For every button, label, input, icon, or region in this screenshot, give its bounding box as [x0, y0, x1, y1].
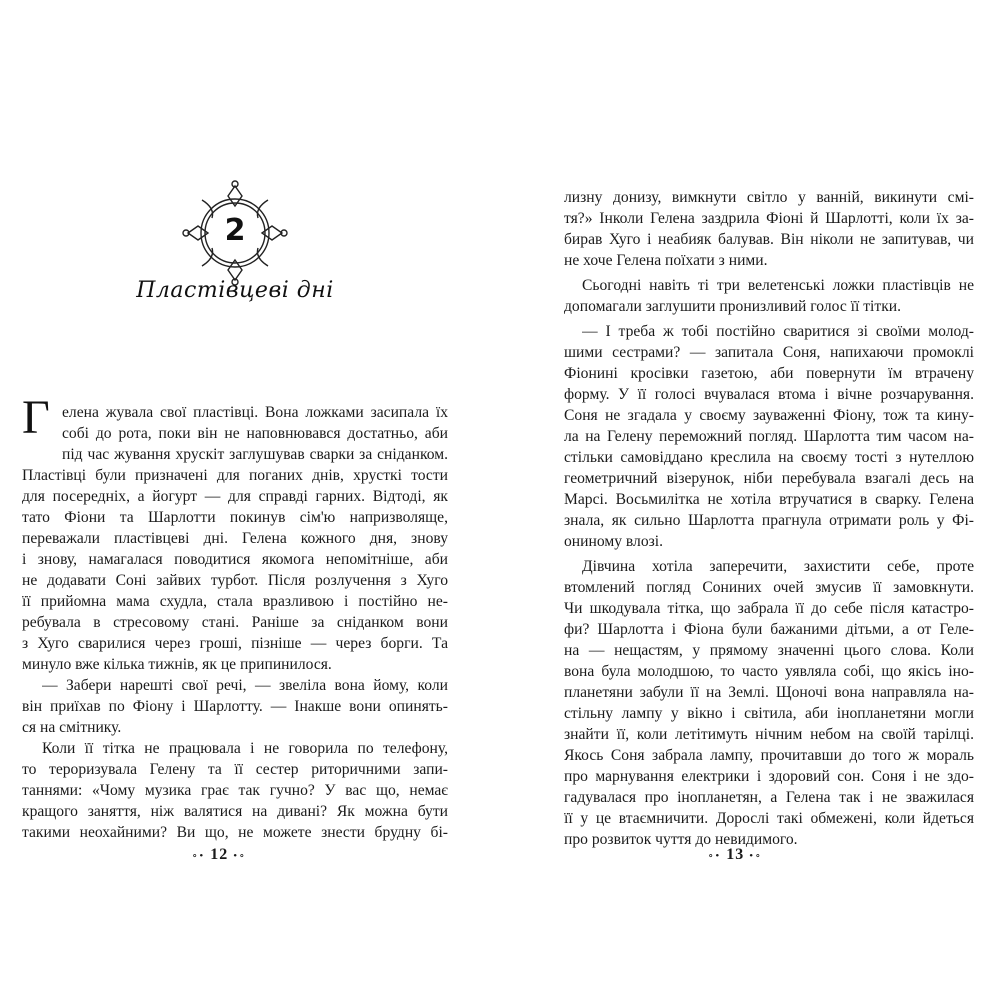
text-line: і знову, намагалася поводитися якомога непомітніше, аби — [22, 551, 448, 568]
text-line: її прийомна мама схудла, стала вразливою і постійно не- — [22, 593, 448, 610]
text-line: вона була молодшою, то часто уявляла собі, що якісь іно- — [564, 663, 974, 680]
folio-ornament-icon: ∘• — [192, 849, 206, 862]
text-line: знайти її, коли летітимуть нічним небом на своїй тарілці. — [564, 726, 974, 743]
text-line: шими сестрами? — запитала Соня, напихаючи промоклі — [564, 344, 974, 361]
text-line: не хоче Гелена поїхати з ними. — [564, 252, 768, 269]
text-line: гадувалася про інопланетян, а Гелена так і не зважилася — [564, 789, 974, 806]
text-line: — Забери нарешті свої речі, — звеліла вона йому, коли — [42, 677, 448, 694]
text-line: фи? Шарлотта і Фіона були бажаними дітьми, а от Геле- — [564, 621, 974, 638]
text-line: тя?» Інколи Гелена заздрила Фіоні й Шарлотті, коли їх за- — [564, 210, 974, 227]
text-line: для посередніх, а йогурт — для справді гарних. Відтоді, як — [22, 488, 448, 505]
text-line: минуло вже кілька тижнів, як це припинилося. — [22, 656, 332, 673]
chapter-title: Пластівцеві дні — [136, 278, 334, 303]
text-line: Якось Соня забрала лампу, прочитавши до того ж мораль — [564, 747, 974, 764]
text-line: про розвиток чуття до невидимого. — [564, 831, 798, 848]
text-line: собі до рота, поки він не наповнювався достатньо, аби — [62, 425, 448, 442]
text-line: на — нещастям, у прямому значенні цього слова. Коли — [564, 642, 974, 659]
text-line: допомагали заглушити пронизливий голос її тітки. — [564, 298, 902, 315]
text-line: то тероризувала Гелену та її сестер риторичними запи- — [22, 761, 448, 778]
text-line: лизну донизу, вимкнути світло у ванній, викинути смі- — [564, 189, 974, 206]
page-number-left — [192, 846, 247, 864]
text-line: Чи шкодувала тітка, що забрала її до себе після катастро- — [564, 600, 974, 617]
text-line: Фіонині кросівки газетою, аби повернути їм втрачену — [564, 365, 974, 382]
text-line: тато Фіони та Шарлотти покинув сім'ю напризволяще, — [22, 509, 448, 526]
text-line: бирав Хуго і неабияк балував. Він ніколи не запитував, чи — [564, 231, 974, 248]
text-line: форму. У її голосі вчувалася втома і вічне розчарування. — [564, 386, 974, 403]
text-line: втомлений погляд Сониних очей змусив її замовкнути. — [564, 579, 974, 596]
text-line: Коли її тітка не працювала і не говорила по телефону, — [42, 740, 448, 757]
page-number: 13 — [726, 846, 745, 863]
text-line: під час жування хрускіт заглушував сварки за сніданком. — [62, 446, 448, 463]
drop-cap: Г — [22, 391, 50, 444]
chapter-number: 2 — [224, 213, 246, 248]
folio-ornament-icon: ∘• — [708, 849, 722, 862]
folio-ornament-icon: •∘ — [233, 849, 247, 862]
text-line: геометричний візерунок, ніби перебувала взагалі десь на — [564, 470, 974, 487]
right-page — [500, 0, 1000, 1000]
text-line: Дівчина хотіла заперечити, захистити себе, проте — [582, 558, 974, 575]
text-line: стільну лампу у вікно і світила, аби інопланетяни могли — [564, 705, 974, 722]
page-number: 12 — [210, 846, 229, 863]
text-line: з Хуго сварилися через гроші, пізніше — через борги. Та — [22, 635, 448, 652]
text-line: він приїхав по Фіону і Шарлотту. — Інакше вони опинять- — [22, 698, 448, 715]
text-line: Пластівці були призначені для поганих днів, хрусткі тости — [22, 467, 448, 484]
text-line: не додавати Соні зайвих турбот. Після розлучення з Хуго — [22, 572, 448, 589]
text-line: планетяни забули її на Землі. Щоночі вона направляла на- — [564, 684, 974, 701]
text-line: такими неохайними? Ви що, не можете знести брудну бі- — [22, 824, 448, 841]
page-number-right — [708, 846, 763, 864]
text-line: знала, як сильно Шарлотта прагнула отримати роль у Фі- — [564, 512, 974, 529]
text-line: елена жувала свої пластівці. Вона ложками засипала їх — [62, 404, 448, 421]
folio-ornament-icon: •∘ — [749, 849, 763, 862]
text-line: таннями: «Чому музика грає так гучно? У вас що, немає — [22, 782, 448, 799]
text-line: Марсі. Восьмилітка не хотіла втручатися в сварку. Гелена — [564, 491, 974, 508]
text-line: її у це втаємничити. Дорослі такі обмежені, коли йдеться — [564, 810, 974, 827]
text-line: ониному влозі. — [564, 533, 664, 550]
text-line: про марнування електрики і здоровий сон. Соня і не здо- — [564, 768, 974, 785]
text-line: Соня не згадала у своєму зауваженні Фіону, тож та кину- — [564, 407, 974, 424]
text-line: переважали пластівцеві дні. Гелена кожного дня, знову — [22, 530, 448, 547]
text-line: ребувала в стресовому стані. Раніше за сніданком вони — [22, 614, 448, 631]
text-line: — І треба ж тобі постійно сваритися зі своїми молод- — [582, 323, 974, 340]
text-line: стільки самовіддано креслила на своєму тості з нутеллою — [564, 449, 974, 466]
text-line: Сьогодні навіть ті три велетенські ложки пластівців не — [582, 277, 974, 294]
text-line: кращого заняття, ніж валятися на дивані? Як можна бути — [22, 803, 448, 820]
text-line: ся на смітнику. — [22, 719, 122, 736]
text-line: ла на Гелену переможний погляд. Шарлотта тим часом на- — [564, 428, 974, 445]
